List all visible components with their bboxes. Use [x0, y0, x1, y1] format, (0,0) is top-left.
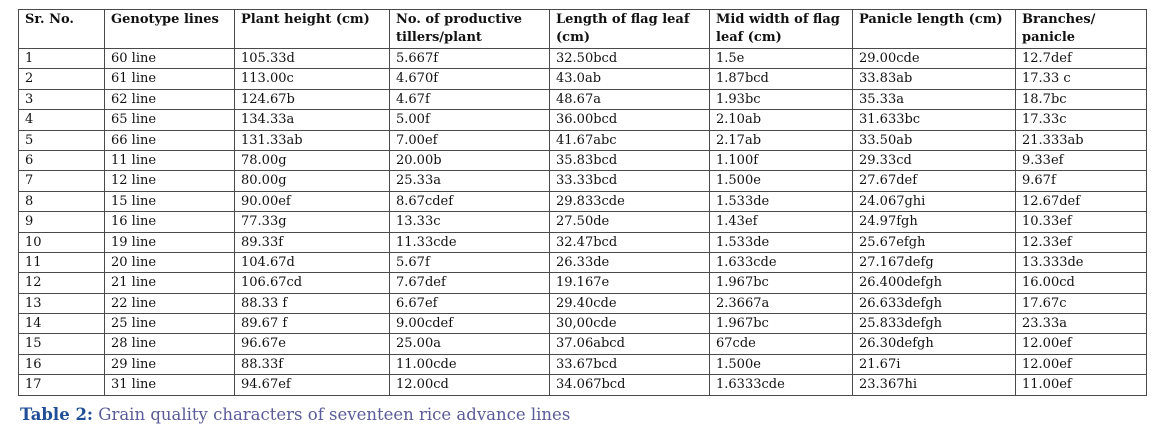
table-cell: 22 line — [105, 293, 235, 313]
table-row — [19, 69, 1147, 89]
table-cell: 29.33cd — [853, 150, 1016, 170]
table-cell: 24.97fgh — [853, 212, 1016, 232]
table-cell: 2.17ab — [710, 130, 853, 150]
table-cell: 20.00b — [390, 150, 550, 170]
table-cell: 9 — [19, 212, 105, 232]
table-cell: 10 — [19, 232, 105, 252]
table-row — [19, 130, 1147, 150]
table-cell: 36.00bcd — [550, 110, 710, 130]
table-cell: 17.33 c — [1016, 69, 1147, 89]
table-cell: 89.33f — [235, 232, 390, 252]
table-cell: 1.5e — [710, 49, 853, 69]
table-cell: 1.533de — [710, 191, 853, 211]
table-cell: 29.00cde — [853, 49, 1016, 69]
table-cell: 25.00a — [390, 334, 550, 354]
table-cell: 21.67i — [853, 354, 1016, 374]
table-cell: 29.833cde — [550, 191, 710, 211]
table-cell: 27.67def — [853, 171, 1016, 191]
table-cell: 20 line — [105, 252, 235, 272]
table-cell: 80.00g — [235, 171, 390, 191]
table-cell: 66 line — [105, 130, 235, 150]
table-cell: 4 — [19, 110, 105, 130]
table-cell: 5.00f — [390, 110, 550, 130]
column-header: Genotype lines — [105, 10, 235, 49]
table-cell: 1.100f — [710, 150, 853, 170]
table-cell: 5 — [19, 130, 105, 150]
table-cell: 77.33g — [235, 212, 390, 232]
table-cell: 12.7def — [1016, 49, 1147, 69]
table-cell: 94.67ef — [235, 375, 390, 395]
table-cell: 16 — [19, 354, 105, 374]
table-cell: 12.00cd — [390, 375, 550, 395]
table-cell: 1.6333cde — [710, 375, 853, 395]
table-cell: 61 line — [105, 69, 235, 89]
table-cell: 1 — [19, 49, 105, 69]
table-cell: 105.33d — [235, 49, 390, 69]
table-cell: 8.67cdef — [390, 191, 550, 211]
table-cell: 12 line — [105, 171, 235, 191]
table-cell: 31 line — [105, 375, 235, 395]
table-row — [19, 150, 1147, 170]
table-cell: 2 — [19, 69, 105, 89]
column-header: Mid width of flag leaf (cm) — [710, 10, 853, 49]
column-header: No. of productive tillers/plant — [390, 10, 550, 49]
table-cell: 17.67c — [1016, 293, 1147, 313]
table-row — [19, 49, 1147, 69]
table-row — [19, 293, 1147, 313]
table-cell: 13 — [19, 293, 105, 313]
table-cell: 113.00c — [235, 69, 390, 89]
table-header-row — [19, 10, 1147, 49]
table-cell: 1.533de — [710, 232, 853, 252]
table-cell: 17.33c — [1016, 110, 1147, 130]
table-cell: 18.7bc — [1016, 89, 1147, 109]
table-cell: 11 — [19, 252, 105, 272]
table-cell: 35.83bcd — [550, 150, 710, 170]
table-row — [19, 232, 1147, 252]
table-cell: 41.67abc — [550, 130, 710, 150]
table-cell: 24.067ghi — [853, 191, 1016, 211]
table-cell: 2.3667a — [710, 293, 853, 313]
column-header: Sr. No. — [19, 10, 105, 49]
table-cell: 2.10ab — [710, 110, 853, 130]
table-row — [19, 110, 1147, 130]
table-row — [19, 314, 1147, 334]
table-cell: 32.50bcd — [550, 49, 710, 69]
table-cell: 8 — [19, 191, 105, 211]
table-cell: 29.40cde — [550, 293, 710, 313]
table-cell: 88.33f — [235, 354, 390, 374]
column-header: Branches/ panicle — [1016, 10, 1147, 49]
table-row — [19, 89, 1147, 109]
table-cell: 27.167defg — [853, 252, 1016, 272]
table-cell: 5.667f — [390, 49, 550, 69]
table-cell: 34.067bcd — [550, 375, 710, 395]
column-header: Panicle length (cm) — [853, 10, 1016, 49]
table-cell: 21 line — [105, 273, 235, 293]
table-cell: 5.67f — [390, 252, 550, 272]
table-body — [19, 49, 1147, 396]
data-table — [18, 9, 1147, 396]
table-cell: 13.333de — [1016, 252, 1147, 272]
table-cell: 7 — [19, 171, 105, 191]
table-cell: 16 line — [105, 212, 235, 232]
table-row — [19, 354, 1147, 374]
table-cell: 43.0ab — [550, 69, 710, 89]
table-cell: 11.00ef — [1016, 375, 1147, 395]
table-cell: 17 — [19, 375, 105, 395]
table-cell: 33.50ab — [853, 130, 1016, 150]
table-cell: 4.670f — [390, 69, 550, 89]
table-cell: 11 line — [105, 150, 235, 170]
table-cell: 28 line — [105, 334, 235, 354]
table-cell: 9.33ef — [1016, 150, 1147, 170]
table-cell: 37.06abcd — [550, 334, 710, 354]
table-cell: 96.67e — [235, 334, 390, 354]
table-cell: 89.67 f — [235, 314, 390, 334]
caption-text: Grain quality characters of seventeen rice advance lines — [93, 405, 571, 424]
table-row — [19, 375, 1147, 395]
table-cell: 25.33a — [390, 171, 550, 191]
table-cell: 65 line — [105, 110, 235, 130]
table-cell: 90.00ef — [235, 191, 390, 211]
table-cell: 6 — [19, 150, 105, 170]
table-cell: 1.967bc — [710, 273, 853, 293]
table-cell: 12.67def — [1016, 191, 1147, 211]
table-cell: 32.47bcd — [550, 232, 710, 252]
table-cell: 9.67f — [1016, 171, 1147, 191]
table-cell: 12 — [19, 273, 105, 293]
table-cell: 78.00g — [235, 150, 390, 170]
table-row — [19, 171, 1147, 191]
table-cell: 1.93bc — [710, 89, 853, 109]
table-row — [19, 212, 1147, 232]
column-header: Length of flag leaf (cm) — [550, 10, 710, 49]
table-cell: 16.00cd — [1016, 273, 1147, 293]
table-cell: 14 — [19, 314, 105, 334]
table-cell: 1.43ef — [710, 212, 853, 232]
table-cell: 21.333ab — [1016, 130, 1147, 150]
table-cell: 1.633cde — [710, 252, 853, 272]
table-cell: 30,00cde — [550, 314, 710, 334]
table-cell: 11.33cde — [390, 232, 550, 252]
table-cell: 7.67def — [390, 273, 550, 293]
table-cell: 67cde — [710, 334, 853, 354]
table-cell: 12.00ef — [1016, 334, 1147, 354]
table-cell: 27.50de — [550, 212, 710, 232]
table-cell: 62 line — [105, 89, 235, 109]
table-cell: 7.00ef — [390, 130, 550, 150]
table-cell: 11.00cde — [390, 354, 550, 374]
table-cell: 25.67efgh — [853, 232, 1016, 252]
table-cell: 12.00ef — [1016, 354, 1147, 374]
table-row — [19, 252, 1147, 272]
table-cell: 31.633bc — [853, 110, 1016, 130]
table-row — [19, 334, 1147, 354]
table-cell: 26.30defgh — [853, 334, 1016, 354]
table-cell: 26.633defgh — [853, 293, 1016, 313]
data-table-container — [18, 9, 1146, 396]
column-header: Plant height (cm) — [235, 10, 390, 49]
table-cell: 3 — [19, 89, 105, 109]
table-cell: 4.67f — [390, 89, 550, 109]
table-cell: 6.67ef — [390, 293, 550, 313]
table-cell: 19.167e — [550, 273, 710, 293]
table-cell: 1.967bc — [710, 314, 853, 334]
table-cell: 131.33ab — [235, 130, 390, 150]
table-cell: 26.33de — [550, 252, 710, 272]
table-cell: 13.33c — [390, 212, 550, 232]
table-cell: 1.500e — [710, 354, 853, 374]
caption-label: Table 2: — [20, 405, 94, 424]
table-cell: 48.67a — [550, 89, 710, 109]
table-cell: 25.833defgh — [853, 314, 1016, 334]
table-cell: 106.67cd — [235, 273, 390, 293]
table-cell: 12.33ef — [1016, 232, 1147, 252]
table-cell: 33.67bcd — [550, 354, 710, 374]
table-cell: 1.87bcd — [710, 69, 853, 89]
table-cell: 9.00cdef — [390, 314, 550, 334]
table-cell: 124.67b — [235, 89, 390, 109]
table-cell: 23.367hi — [853, 375, 1016, 395]
table-cell: 134.33a — [235, 110, 390, 130]
table-cell: 29 line — [105, 354, 235, 374]
table-caption — [20, 405, 570, 424]
table-cell: 26.400defgh — [853, 273, 1016, 293]
table-cell: 60 line — [105, 49, 235, 69]
table-cell: 33.33bcd — [550, 171, 710, 191]
table-row — [19, 273, 1147, 293]
table-cell: 88.33 f — [235, 293, 390, 313]
table-row — [19, 191, 1147, 211]
table-cell: 23.33a — [1016, 314, 1147, 334]
table-cell: 35.33a — [853, 89, 1016, 109]
table-cell: 1.500e — [710, 171, 853, 191]
table-cell: 15 line — [105, 191, 235, 211]
table-cell: 15 — [19, 334, 105, 354]
table-cell: 33.83ab — [853, 69, 1016, 89]
table-cell: 19 line — [105, 232, 235, 252]
table-cell: 10.33ef — [1016, 212, 1147, 232]
table-cell: 104.67d — [235, 252, 390, 272]
table-cell: 25 line — [105, 314, 235, 334]
